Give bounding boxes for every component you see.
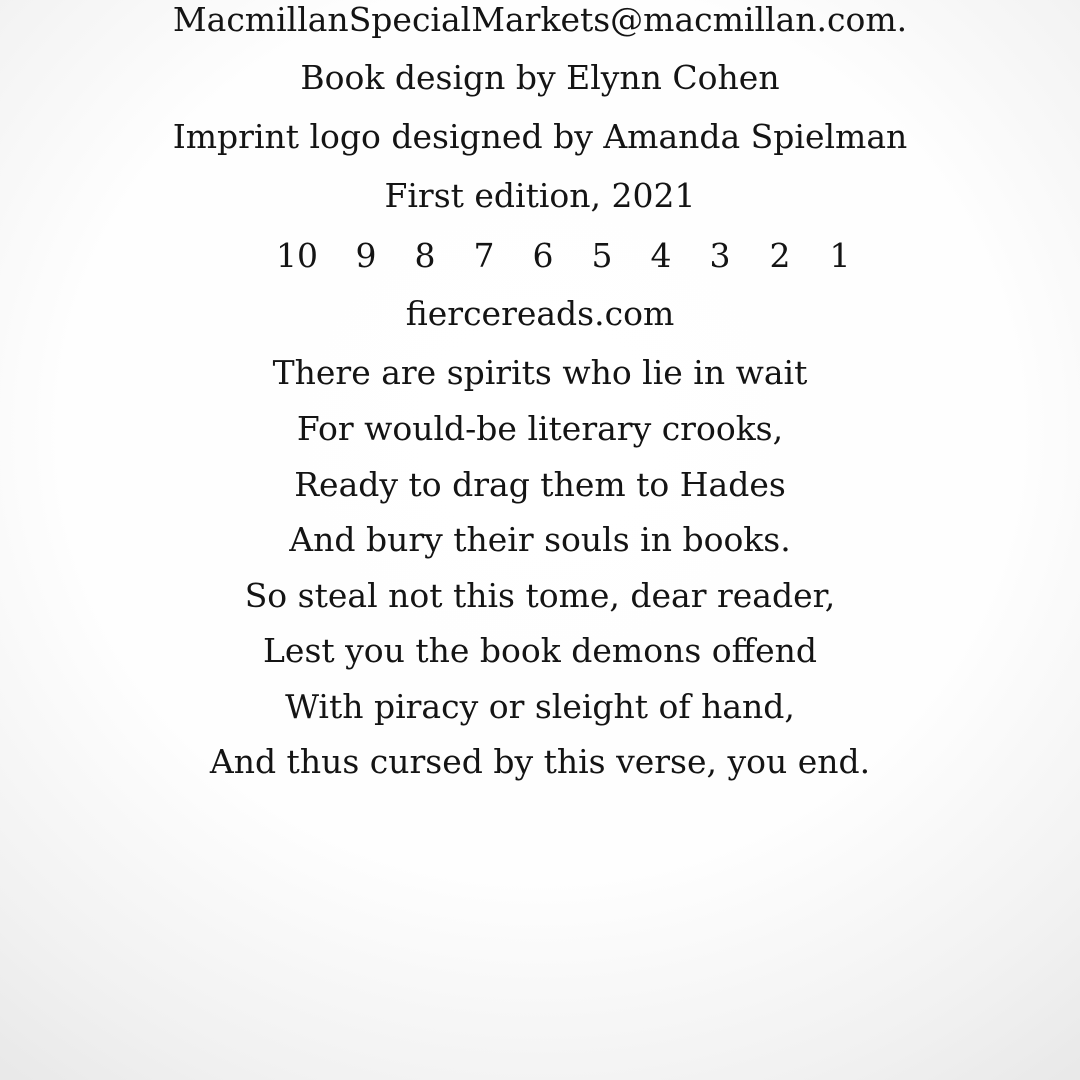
verse-line: Lest you the book demons offend <box>263 631 817 670</box>
printing-number: 8 <box>414 236 436 275</box>
printing-number: 9 <box>355 236 377 275</box>
imprint-logo-credit: Imprint logo designed by Amanda Spielman <box>172 117 908 156</box>
verse-line: With piracy or sleight of hand, <box>285 687 795 726</box>
printing-number: 4 <box>650 236 672 275</box>
book-design-credit: Book design by Elynn Cohen <box>300 58 780 97</box>
printing-number: 6 <box>532 236 554 275</box>
verse-line: And thus cursed by this verse, you end. <box>209 742 871 781</box>
verse-line: And bury their souls in books. <box>289 520 791 559</box>
printing-number: 5 <box>591 236 613 275</box>
printing-number: 1 <box>829 236 851 275</box>
website-line: fiercereads.com <box>405 294 675 333</box>
edition-line: First edition, 2021 <box>384 176 696 215</box>
verse-line: For would-be literary crooks, <box>296 409 784 448</box>
verse-line: So steal not this tome, dear reader, <box>244 576 836 615</box>
printing-number: 2 <box>769 236 791 275</box>
verse-line: Ready to drag them to Hades <box>294 465 786 504</box>
special-markets-email: MacmillanSpecialMarkets@macmillan.com. <box>172 0 908 39</box>
printing-number: 7 <box>473 236 495 275</box>
printing-number: 10 <box>276 236 318 275</box>
printing-number-line <box>0 236 1080 276</box>
printing-number: 3 <box>709 236 731 275</box>
verse-line: There are spirits who lie in wait <box>272 353 808 392</box>
